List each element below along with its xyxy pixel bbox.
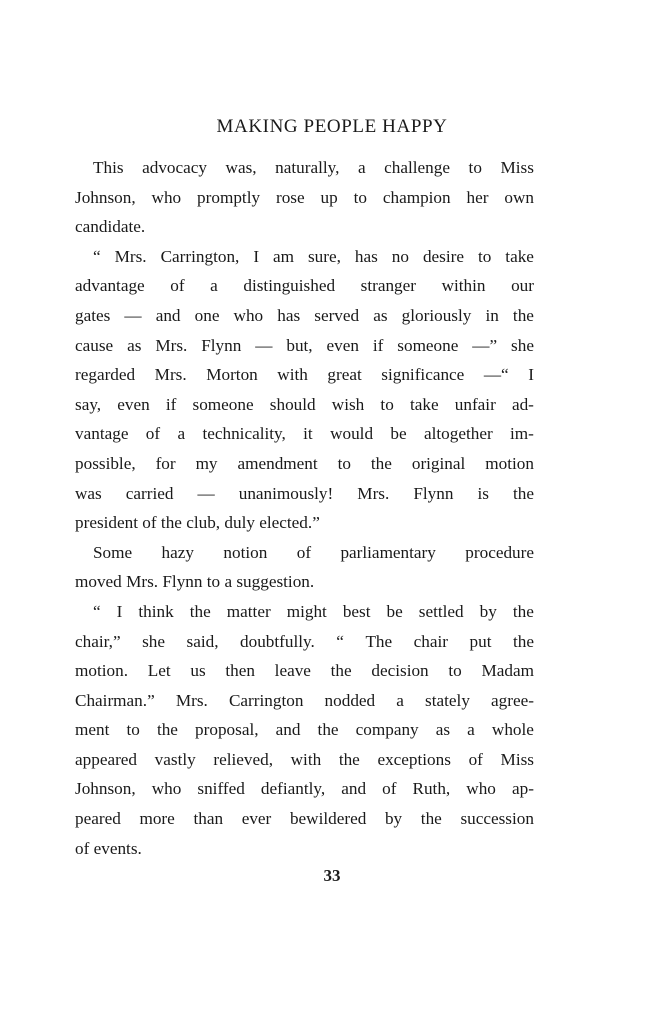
text-line: was carried — unanimously! Mrs. Flynn is the	[75, 483, 534, 503]
text-line: ment to the proposal, and the company as a whole	[75, 720, 534, 740]
text-line: chair,” she said, doubtfully. “ The chair put the	[75, 631, 534, 651]
text-line: possible, for my amendment to the original motion	[75, 453, 534, 473]
text-line: regarded Mrs. Morton with great significance —“ I	[75, 365, 534, 385]
text-line: president of the club, duly elected.”	[75, 513, 320, 533]
text-line: candidate.	[75, 217, 146, 237]
text-line: say, even if someone should wish to take unfair ad-	[75, 394, 534, 414]
text-line: of events.	[75, 838, 142, 858]
text-line: Chairman.” Mrs. Carrington nodded a stately agree-	[75, 690, 534, 710]
text-line: Some hazy notion of parliamentary procedure	[93, 542, 534, 562]
text-line: peared more than ever bewildered by the succession	[75, 809, 534, 829]
text-line: “ Mrs. Carrington, I am sure, has no desire to take	[93, 246, 534, 266]
body-text	[75, 153, 534, 863]
text-line: “ I think the matter might best be settled by the	[93, 601, 534, 621]
page-number: 33	[323, 866, 341, 885]
text-line: gates — and one who has served as gloriously in the	[75, 305, 534, 325]
text-line: vantage of a technicality, it would be altogether im-	[75, 424, 534, 444]
text-line: motion. Let us then leave the decision to Madam	[75, 661, 534, 681]
text-line: appeared vastly relieved, with the exceptions of Miss	[75, 749, 534, 769]
text-line: cause as Mrs. Flynn — but, even if someone —” she	[75, 335, 534, 355]
text-line: This advocacy was, naturally, a challenge to Miss	[93, 158, 534, 177]
running-head: MAKING PEOPLE HAPPY	[216, 116, 448, 137]
text-line: advantage of a distinguished stranger within our	[75, 276, 534, 296]
text-line: moved Mrs. Flynn to a suggestion.	[75, 572, 315, 592]
text-line: Johnson, who sniffed defiantly, and of Ruth, who ap-	[75, 779, 534, 799]
text-line: Johnson, who promptly rose up to champion her own	[75, 187, 534, 207]
